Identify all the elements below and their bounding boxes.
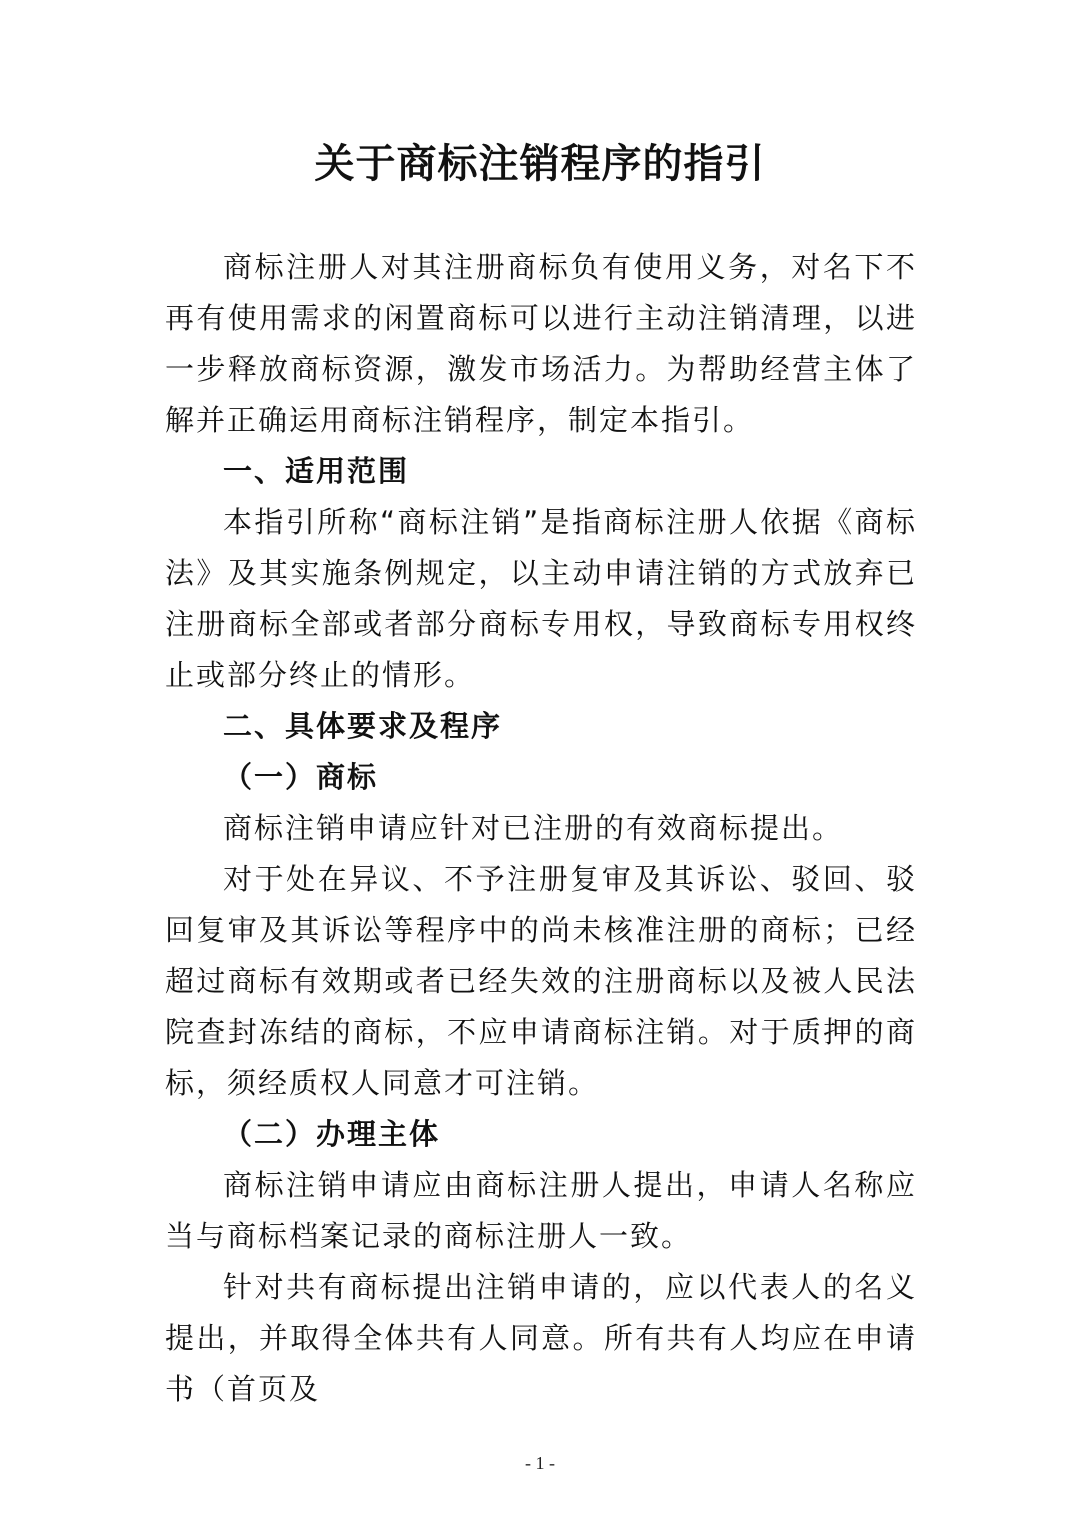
paragraph-applicant: 商标注销申请应由商标注册人提出，申请人名称应当与商标档案记录的商标注册人一致。 — [165, 1168, 917, 1253]
page-number: - 1 - — [525, 1453, 555, 1473]
document-body — [165, 242, 917, 1415]
paragraph-definition: 本指引所称“商标注销”是指商标注册人依据《商标法》及其实施条例规定，以主动申请注销的方式放弃已注册商标全部或者部分商标专用权，导致商标专用权终止或部分终止的情形。 — [165, 505, 917, 692]
paragraph-trademark-exclusions: 对于处在异议、不予注册复审及其诉讼、驳回、驳回复审及其诉讼等程序中的尚未核准注册的商标；已经超过商标有效期或者已经失效的注册商标以及被人民法院查封冻结的商标，不应申请商标注销。对于质押的商标，须经质权人同意才可注销。 — [165, 862, 917, 1100]
section-heading-scope: 一、适用范围 — [223, 454, 410, 488]
section-heading-requirements: 二、具体要求及程序 — [223, 709, 503, 743]
paragraph-joint-owners: 针对共有商标提出注销申请的，应以代表人的名义提出，并取得全体共有人同意。所有共有人均应在申请书（首页及 — [165, 1270, 917, 1406]
document-title: 关于商标注销程序的指引 — [314, 140, 766, 187]
paragraph-intro: 商标注册人对其注册商标负有使用义务，对名下不再有使用需求的闲置商标可以进行主动注销清理，以进一步释放商标资源，激发市场活力。为帮助经营主体了解并正确运用商标注销程序，制定本指引。 — [165, 250, 917, 437]
paragraph-trademark-valid: 商标注销申请应针对已注册的有效商标提出。 — [223, 811, 844, 845]
subsection-heading-trademark: （一）商标 — [223, 760, 379, 794]
subsection-heading-applicant: （二）办理主体 — [223, 1117, 441, 1151]
